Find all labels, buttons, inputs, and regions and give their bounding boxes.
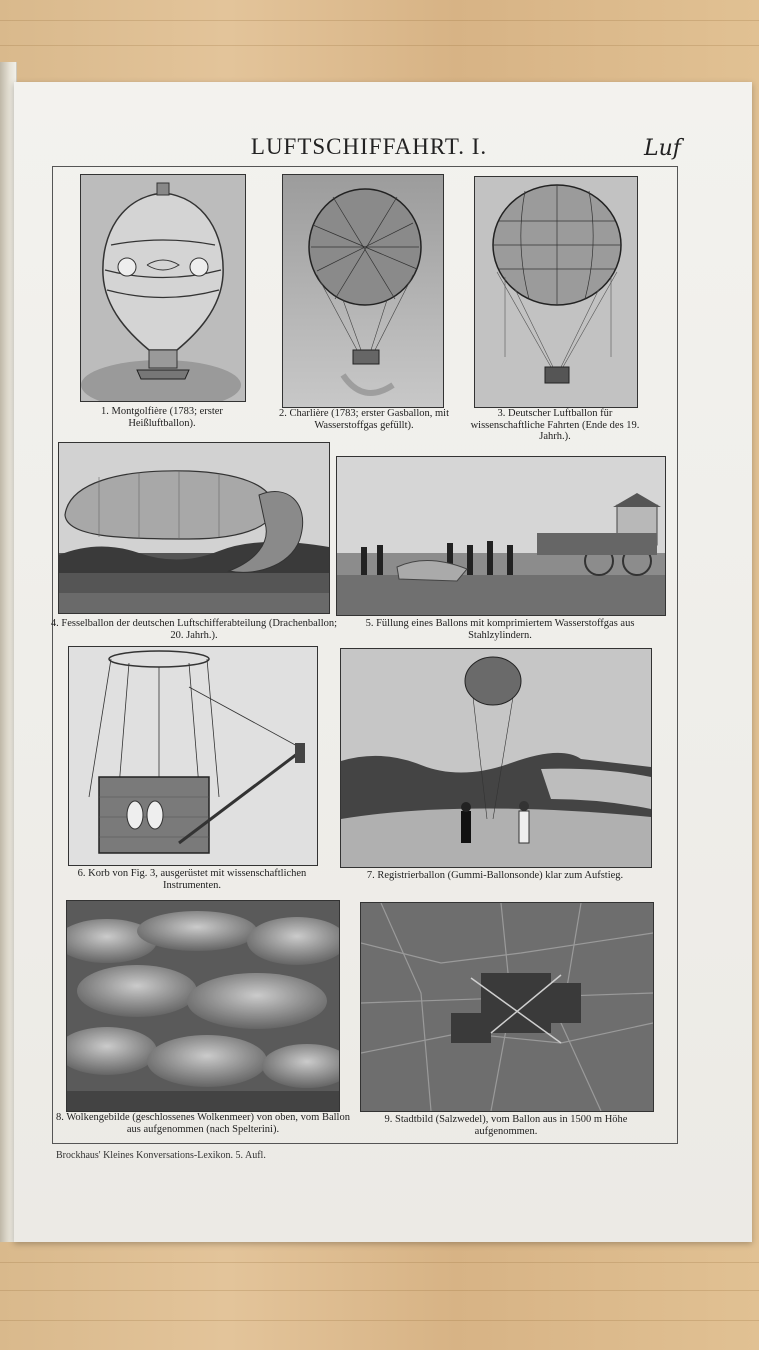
figure-6-caption: 6. Korb von Fig. 3, ausgerüstet mit wissenschaftlichen Instrumenten. xyxy=(77,868,307,891)
figure-5-image xyxy=(336,456,666,616)
figure-5-caption: 5. Füllung eines Ballons mit komprimiertem Wasserstoffgas aus Stahlzylindern. xyxy=(365,618,635,641)
figure-1-caption: 1. Montgolfière (1783; erster Heißluftballon). xyxy=(101,406,223,429)
figure-8-image xyxy=(66,900,340,1112)
figure-2-caption: 2. Charlière (1783; erster Gasballon, mit Wasserstoffgas gefüllt). xyxy=(279,408,449,431)
figure-3-image xyxy=(474,176,638,408)
figure-2-image xyxy=(282,174,444,408)
figure-7-image xyxy=(340,648,652,868)
book-page xyxy=(14,82,752,1242)
figure-1-image xyxy=(80,174,246,402)
figure-7-caption: 7. Registrierballon (Gummi-Ballonsonde) klar zum Aufstieg. xyxy=(366,870,624,881)
figure-4-image xyxy=(58,442,330,614)
figure-3-caption: 3. Deutscher Luftballon für wissenschaftliche Fahrten (Ende des 19. Jahrh.). xyxy=(470,408,640,442)
page-keyword: Luf xyxy=(644,136,681,161)
figure-8-caption: 8. Wolkengebilde (geschlossenes Wolkenmeer) von oben, vom Ballon aus aufgenommen (nach Spelterini). xyxy=(56,1112,350,1135)
figure-9-image xyxy=(360,902,654,1112)
figure-9-caption: 9. Stadtbild (Salzwedel), vom Ballon aus in 1500 m Höhe aufgenommen. xyxy=(384,1114,628,1137)
page-footer: Brockhaus' Kleines Konversations-Lexikon. 5. Aufl. xyxy=(56,1150,266,1161)
figure-4-caption: 4. Fesselballon der deutschen Luftschifferabteilung (Drachenballon; 20. Jahrh.). xyxy=(50,618,338,641)
figure-6-image xyxy=(68,646,318,866)
page-title: LUFTSCHIFFAHRT. I. xyxy=(250,134,488,159)
